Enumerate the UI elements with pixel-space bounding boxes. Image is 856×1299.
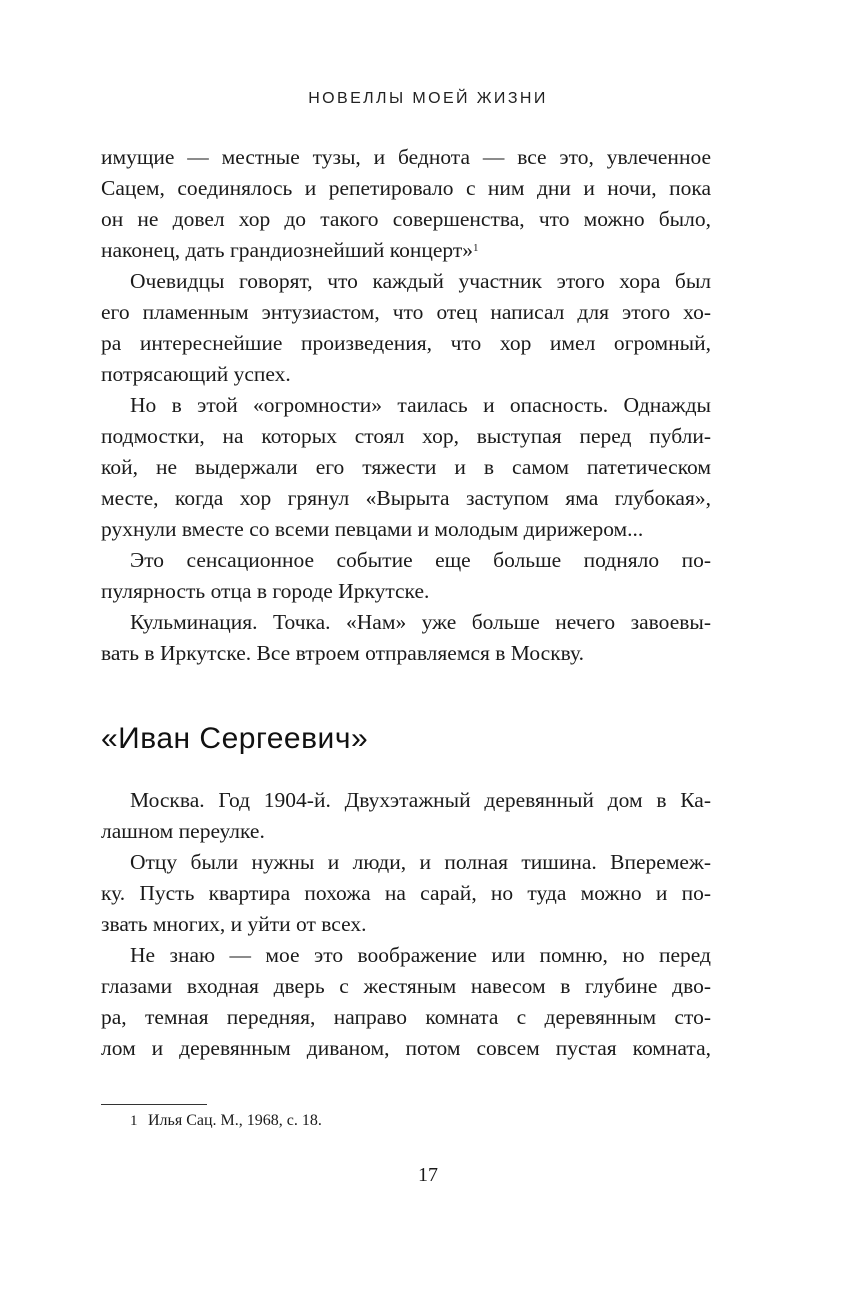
text-line: имущие — местные тузы, и беднота — все это, увлеченное: [101, 145, 711, 169]
paragraph: [101, 545, 711, 607]
footnote-number: 1: [130, 1113, 138, 1129]
text-line: Но в этой «огромности» таилась и опасность. Однажды: [130, 393, 711, 417]
text-line: Сацем, соединялось и репетировало с ним дни и ночи, пока: [101, 176, 711, 200]
paragraph: [101, 607, 711, 669]
body-text-top: [101, 142, 711, 669]
text-line: Очевидцы говорят, что каждый участник этого хора был: [130, 269, 711, 293]
text-line: ра, темная передняя, направо комната с деревянным сто-: [101, 1005, 711, 1029]
text-line: лом и деревянным диваном, потом совсем пустая комната,: [101, 1036, 711, 1060]
text-line: глазами входная дверь с жестяным навесом в глубине дво-: [101, 974, 711, 998]
text-line-content: наконец, дать грандиознейший концерт»: [101, 238, 474, 262]
body-text-bottom: [101, 785, 711, 1064]
text-line: вать в Иркутске. Все втроем отправляемся в Москву.: [101, 641, 585, 665]
paragraph: [101, 785, 711, 847]
text-line: [101, 235, 711, 266]
text-line: Это сенсационное событие еще больше подняло по-: [130, 548, 711, 572]
paragraph: [101, 940, 711, 1064]
running-head: НОВЕЛЛЫ МОЕЙ ЖИЗНИ: [308, 90, 548, 107]
paragraph: [101, 142, 711, 266]
text-line: Москва. Год 1904-й. Двухэтажный деревянный дом в Ка-: [130, 788, 711, 812]
text-line: лашном переулке.: [101, 819, 265, 843]
paragraph: [101, 847, 711, 940]
text-line: Кульминация. Точка. «Нам» уже больше нечего завоевы-: [130, 610, 711, 634]
footnote-divider: [101, 1104, 207, 1105]
paragraph: [101, 266, 711, 390]
text-line: ку. Пусть квартира похожа на сарай, но туда можно и по-: [101, 881, 711, 905]
chapter-title: «Иван Сергеевич»: [101, 722, 369, 755]
text-line: потрясающий успех.: [101, 362, 291, 386]
page-number: 17: [418, 1164, 438, 1186]
paragraph: [101, 390, 711, 545]
text-line: звать многих, и уйти от всех.: [101, 912, 367, 936]
footnote: [130, 1112, 322, 1130]
text-line: он не довел хор до такого совершенства, что можно было,: [101, 207, 711, 231]
text-line: Не знаю — мое это воображение или помню, но перед: [130, 943, 711, 967]
text-line: месте, когда хор грянул «Вырыта заступом яма глубокая»,: [101, 486, 711, 510]
text-line: подмостки, на которых стоял хор, выступая перед публи-: [101, 424, 711, 448]
text-line: его пламенным энтузиастом, что отец написал для этого хо-: [101, 300, 711, 324]
footnote-text: Илья Сац. М., 1968, с. 18.: [148, 1112, 322, 1129]
text-line: Отцу были нужны и люди, и полная тишина. Вперемеж-: [130, 850, 711, 874]
text-line: ра интереснейшие произведения, что хор имел огромный,: [101, 331, 711, 355]
text-line: кой, не выдержали его тяжести и в самом патетическом: [101, 455, 711, 479]
text-line: рухнули вместе со всеми певцами и молодым дирижером...: [101, 517, 644, 541]
text-line: пулярность отца в городе Иркутске.: [101, 579, 430, 603]
footnote-ref: 1: [473, 242, 479, 254]
